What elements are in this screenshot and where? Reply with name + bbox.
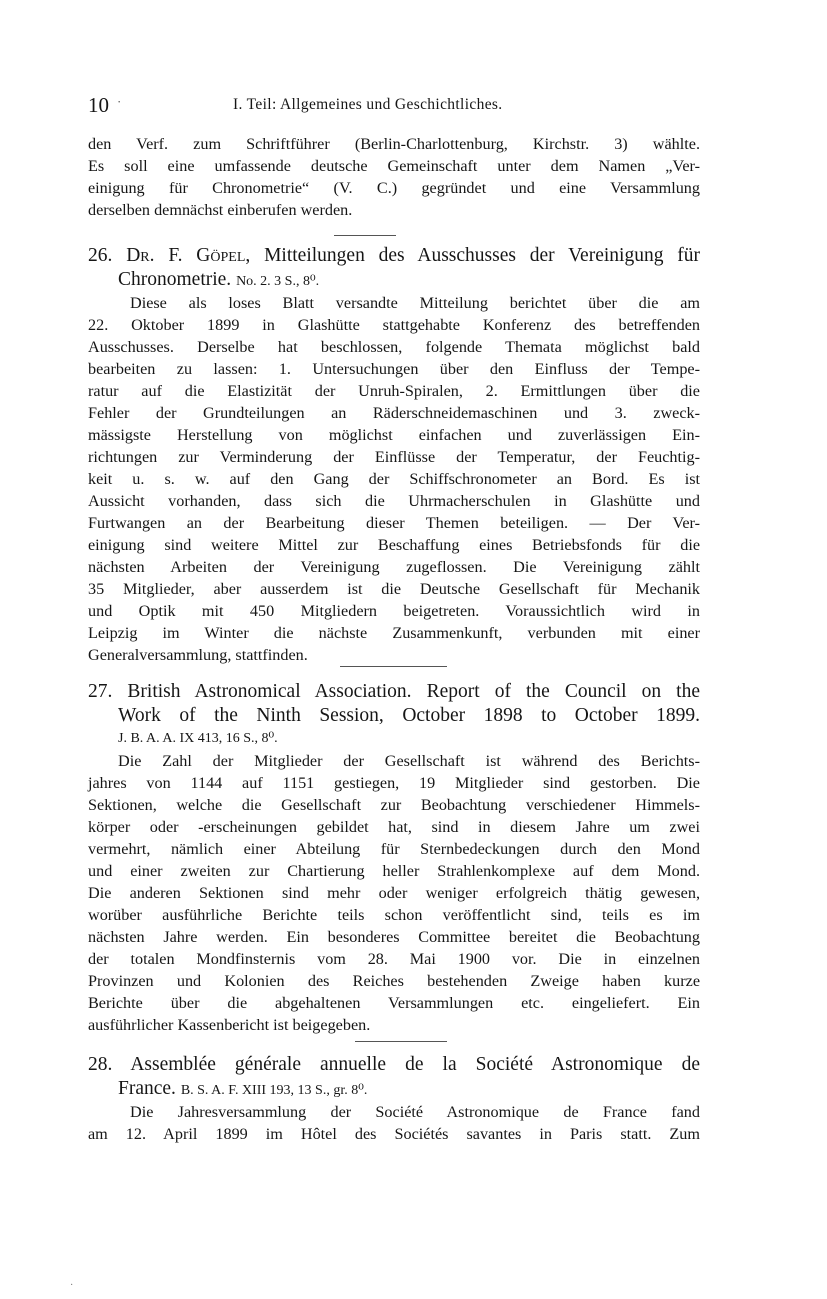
text-line: Provinzen und Kolonien des Reiches bestehenden Zweige haben kurze (88, 972, 700, 990)
entry-title: Chronometrie. (118, 269, 232, 290)
text-line: Ausschusses. Derselbe hat beschlossen, folgende Themata möglichst bald (88, 338, 700, 356)
running-title: I. Teil: Allgemeines und Geschichtliches. (233, 96, 503, 113)
margin-mark: · (70, 1280, 74, 1291)
entry-title: France. (118, 1078, 176, 1099)
text-line: nächsten Jahre werden. Ein besonderes Committee bereitet die Beobachtung (88, 928, 700, 946)
page-header (88, 93, 698, 117)
page-number: 10 (88, 93, 109, 117)
text-line: nächsten Arbeiten der Vereinigung zugeflossen. Die Vereinigung zählt (88, 558, 700, 576)
intro-paragraph (88, 133, 700, 221)
text-line: Generalversammlung, stattfinden. (88, 646, 308, 664)
text-line: worüber ausführliche Berichte teils schon veröffentlicht sind, teils es im (88, 906, 700, 924)
entry-source: No. 2. 3 S., 8⁰. (236, 274, 320, 289)
text-line: Die Jahresversammlung der Société Astronomique de France fand (130, 1103, 700, 1121)
text-line: richtungen zur Verminderung der Einflüsse der Temperatur, der Feuchtig- (88, 448, 700, 466)
text-line: und Optik mit 450 Mitgliedern beigetreten. Voraussichtlich wird in (88, 602, 700, 620)
text-line: und einer zweiten zur Chartierung heller Strahlenkomplexe auf dem Mond. (88, 862, 700, 880)
text-line: Die anderen Sektionen sind mehr oder weniger erfolgreich thätig gewesen, (88, 884, 700, 902)
text-line: Diese als loses Blatt versandte Mitteilung berichtet über die am (130, 294, 700, 312)
text-line: Leipzig im Winter die nächste Zusammenkunft, verbunden mit einer (88, 624, 700, 642)
text-line: Berichte über die abgehaltenen Versammlungen etc. eingeliefert. Ein (88, 994, 700, 1012)
entry-title: British Astronomical Association. Report of the Council on the (127, 681, 700, 702)
entry-26 (88, 244, 700, 666)
entry-title: Assemblée générale annuelle de la Société Astronomique de (130, 1054, 700, 1075)
entry-number: 28. (88, 1054, 113, 1075)
text-line: keit u. s. w. auf den Gang der Schiffschronometer an Bord. Es ist (88, 470, 700, 488)
text-line: Die Zahl der Mitglieder der Gesellschaft ist während des Berichts- (118, 752, 700, 770)
entry-heading (88, 680, 700, 704)
entry-28 (88, 1053, 700, 1145)
entry-heading-continued (88, 1077, 700, 1101)
entry-source: J. B. A. A. IX 413, 16 S., 8⁰. (118, 731, 278, 746)
entry-heading-continued (88, 268, 700, 292)
text-line: Sektionen, welche die Gesellschaft zur Beobachtung verschiedener Himmels- (88, 796, 700, 814)
text-line: 22. Oktober 1899 in Glashütte stattgehabte Konferenz des betreffenden (88, 316, 700, 334)
entry-heading-continued (88, 704, 700, 728)
text-line: Es soll eine umfassende deutsche Gemeinschaft unter dem Namen „Ver- (88, 157, 700, 175)
text-line: ausführlicher Kassenbericht ist beigegeben. (88, 1016, 371, 1034)
entry-heading (88, 1053, 700, 1077)
text-line: bearbeiten zu lassen: 1. Untersuchungen über den Einfluss der Tempe- (88, 360, 700, 378)
section-divider (334, 235, 396, 236)
text-line: mässigste Herstellung von möglichst einfachen und zuverlässigen Ein- (88, 426, 700, 444)
text-line: Aussicht vorhanden, dass sich die Uhrmacherschulen in Glashütte und (88, 492, 700, 510)
header-dot: · (117, 94, 122, 109)
text-line: vermehrt, nämlich einer Abteilung für Sternbedeckungen durch den Mond (88, 840, 700, 858)
text-line: einigung sind weitere Mittel zur Beschaffung eines Betriebsfonds für die (88, 536, 700, 554)
section-divider (355, 1041, 447, 1042)
text-line: derselben demnächst einberufen werden. (88, 201, 353, 219)
text-line: der totalen Mondfinsternis vom 28. Mai 1900 vor. Die in einzelnen (88, 950, 700, 968)
text-line: den Verf. zum Schriftführer (Berlin-Charlottenburg, Kirchstr. 3) wählte. (88, 135, 700, 153)
entry-number: 27. (88, 681, 113, 702)
entry-title: Mitteilungen des Ausschusses der Vereinigung für (264, 245, 701, 266)
entry-heading (88, 244, 700, 268)
text-line: körper oder -erscheinungen gebildet hat, sind in diesem Jahre um zwei (88, 818, 700, 836)
entry-number: 26. (88, 245, 113, 266)
section-divider (340, 666, 447, 667)
text-line: Furtwangen an der Bearbeitung dieser Themen beteiligen. — Der Ver- (88, 514, 700, 532)
entry-author: Dr. F. Göpel, (126, 245, 251, 266)
text-line: 35 Mitglieder, aber ausserdem ist die Deutsche Gesellschaft für Mechanik (88, 580, 700, 598)
entry-27 (88, 680, 700, 1036)
text-line: einigung für Chronometrie“ (V. C.) gegründet und eine Versammlung (88, 179, 700, 197)
text-line: Fehler der Grundteilungen an Räderschneidemaschinen und 3. zweck- (88, 404, 700, 422)
entry-title: Work of the Ninth Session, October 1898 to October 1899. (118, 705, 700, 726)
text-line: jahres von 1144 auf 1151 gestiegen, 19 Mitglieder sind gestorben. Die (88, 774, 700, 792)
text-line: ratur auf die Elastizität der Unruh-Spiralen, 2. Ermittlungen über die (88, 382, 700, 400)
entry-source: B. S. A. F. XIII 193, 13 S., gr. 8⁰. (180, 1083, 368, 1098)
text-line: am 12. April 1899 im Hôtel des Sociétés savantes in Paris statt. Zum (88, 1125, 700, 1143)
